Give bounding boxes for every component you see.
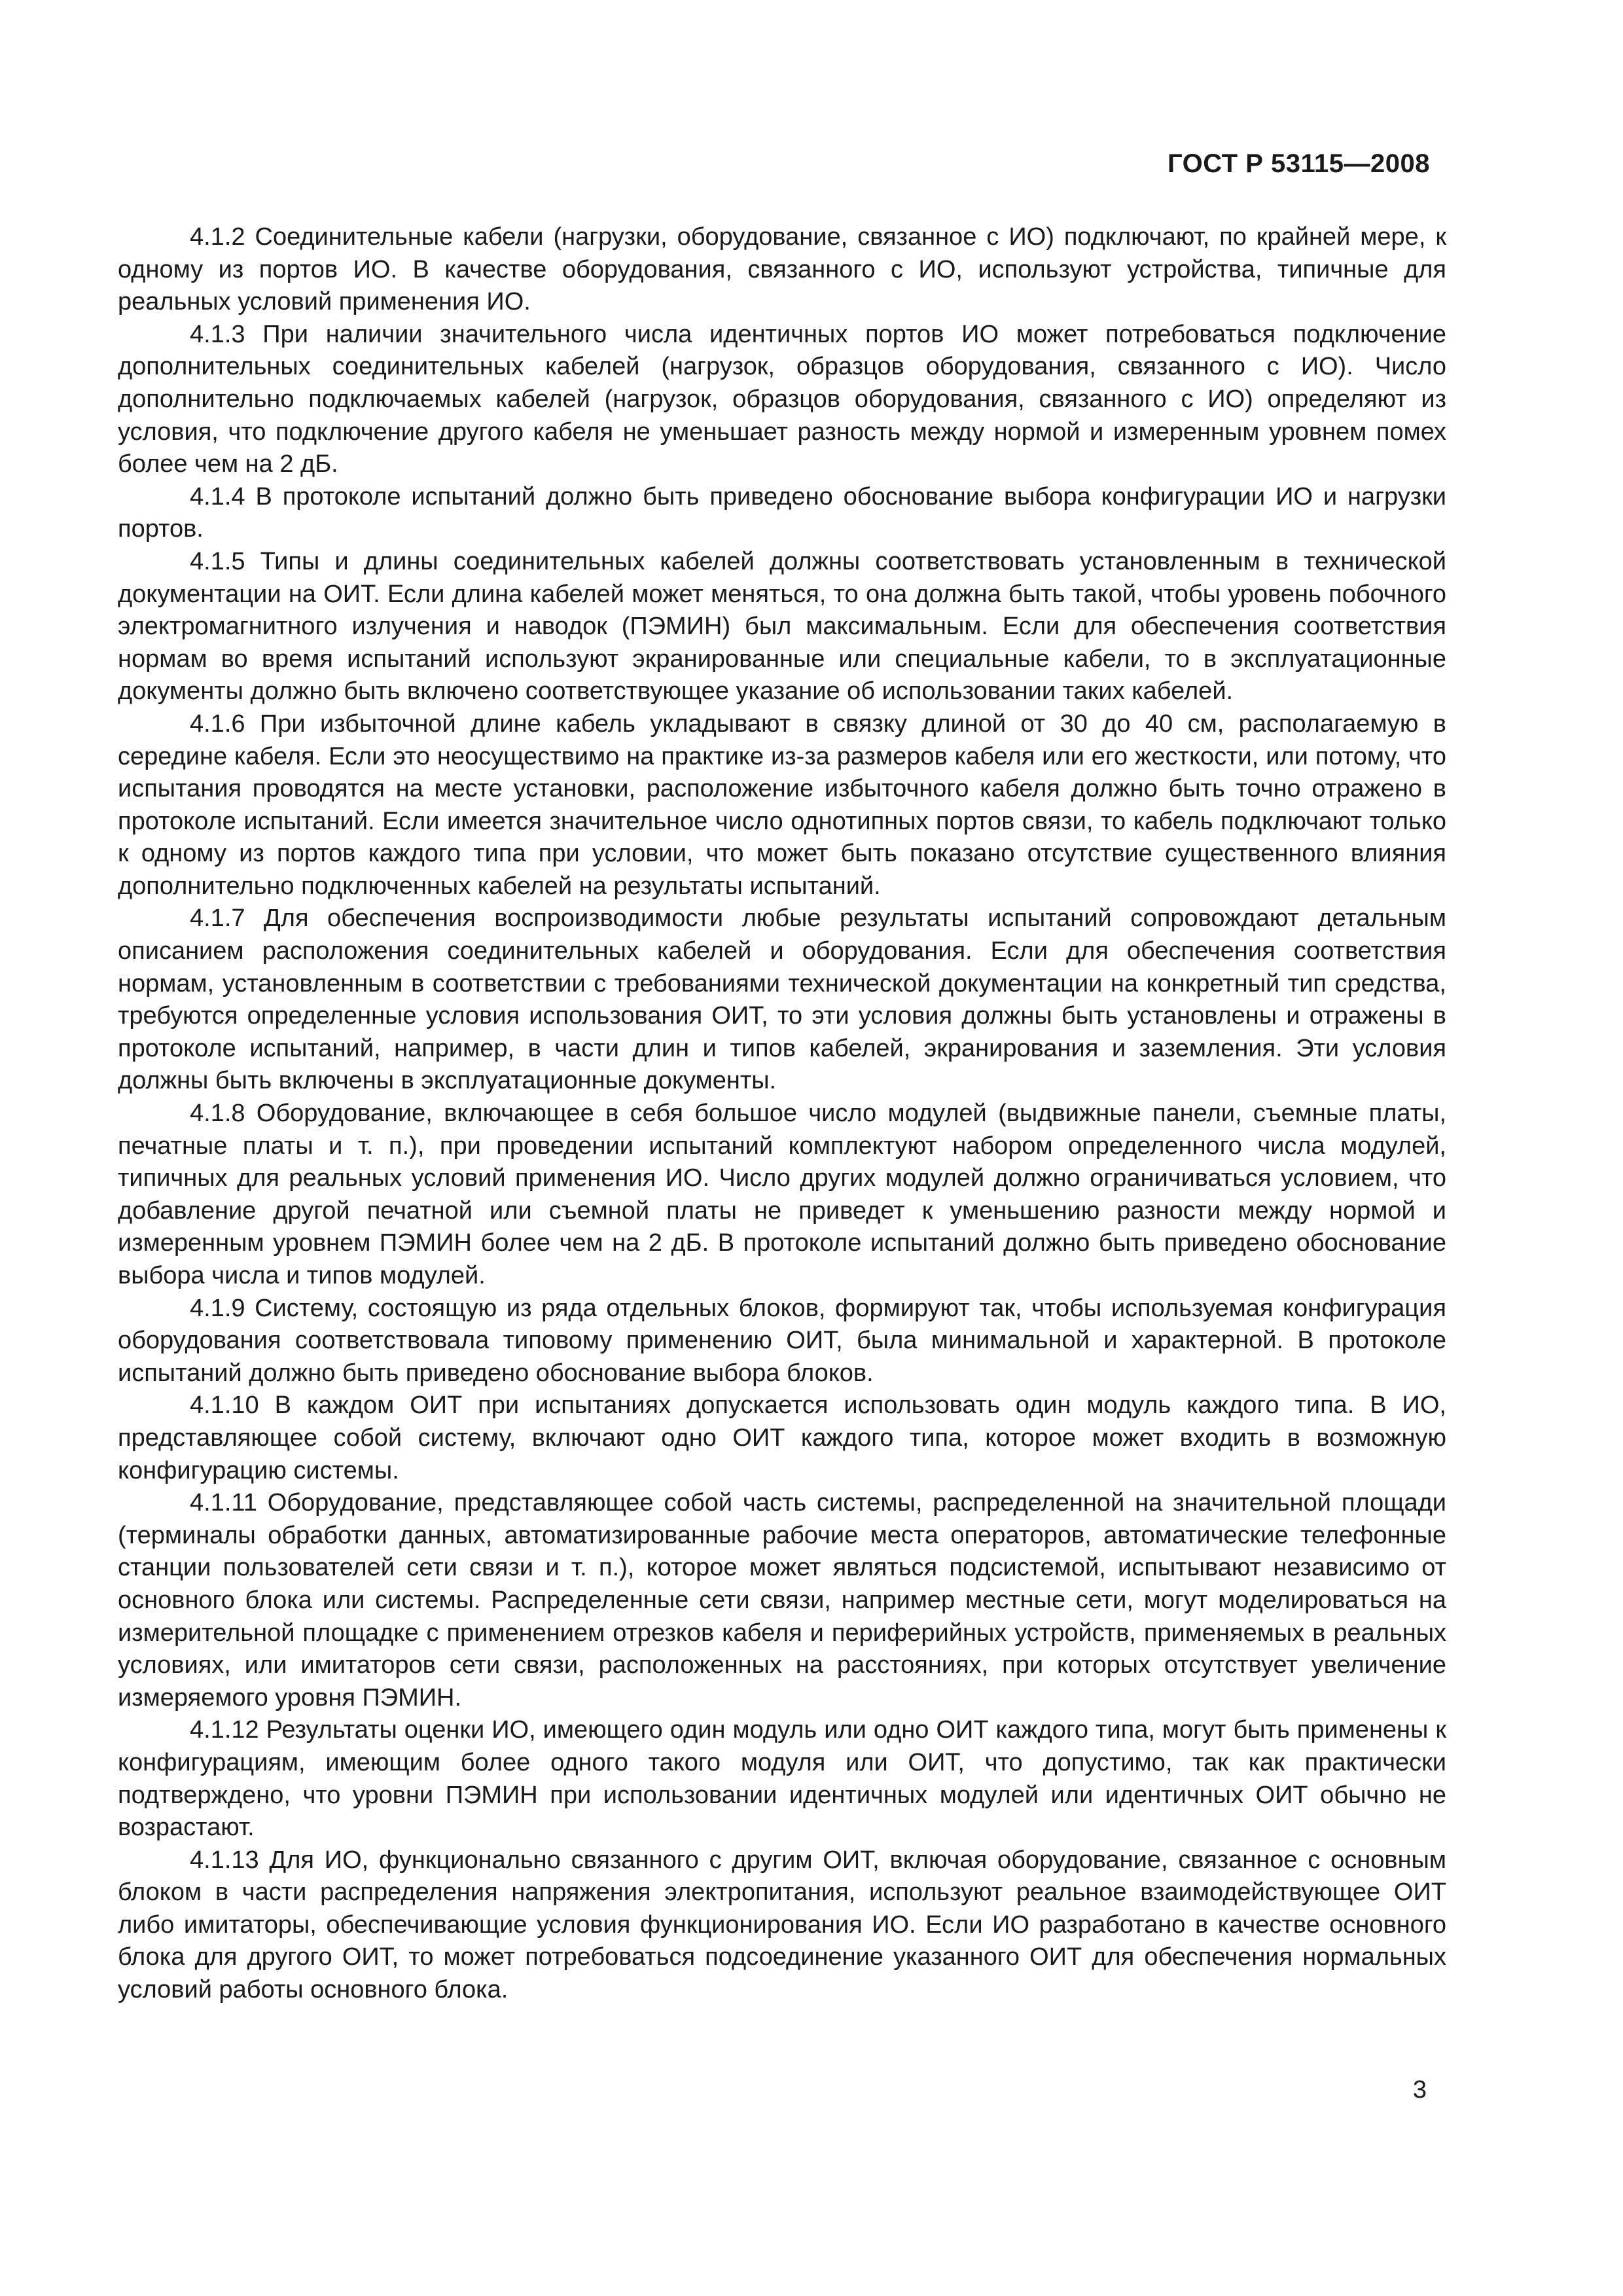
paragraph-4-1-5: 4.1.5 Типы и длины соединительных кабелей должны соответствовать установленным в технической документации на ОИТ. Если длина кабелей может меняться, то она должна быть такой, чтобы уровень побочного электромагнитного излучения и наводок (ПЭМИН) был максимальным. Если для обеспечения соответствия нормам во время испытаний используют экранированные или специальные кабели, то в эксплуатационные документы должно быть включено соответствующее указание об использовании таких кабелей.: [118, 547, 1446, 706]
paragraph-4-1-8: 4.1.8 Оборудование, включающее в себя большое число модулей (выдвижные панели, съемные платы, печатные платы и т. п.), при проведении испытаний комплектуют набором определенного числа модулей, типичных для реальных условий применения ИО. Число других модулей должно ограничиваться условием, что добавление другой печатной или съемной платы не приведет к уменьшению разности между нормой и измеренным уровнем ПЭМИН более чем на 2 дБ. В протоколе испытаний должно быть приведено обоснование выбора числа и типов модулей.: [118, 1100, 1446, 1289]
paragraph-4-1-11: 4.1.11 Оборудование, представляющее собой часть системы, распределенной на значительной площади (терминалы обработки данных, автоматизированные рабочие места операторов, автоматические телефонные станции пользователей сети связи и т. п.), которое может являться подсистемой, испытывают независимо от основного блока или системы. Распределенные сети связи, например местные сети, могут моделироваться на измерительной площадке с применением отрезков кабеля и периферийных устройств, применяемых в реальных условиях, или имитаторов сети связи, расположенных на расстояниях, при которых отсутствует увеличение измеряемого уровня ПЭМИН.: [118, 1489, 1446, 1712]
paragraph-4-1-4: 4.1.4 В протоколе испытаний должно быть приведено обоснование выбора конфигурации ИО и нагрузки портов.: [118, 482, 1446, 543]
page-number: 3: [1412, 2076, 1427, 2104]
paragraph-4-1-10: 4.1.10 В каждом ОИТ при испытаниях допускается использовать один модуль каждого типа. В ИО, представляющее собой систему, включают одно ОИТ каждого типа, которое может входить в возможную конфигурацию системы.: [118, 1391, 1446, 1484]
document-code-header: ГОСТ Р 53115—2008: [1168, 149, 1430, 178]
paragraph-4-1-3: 4.1.3 При наличии значительного числа идентичных портов ИО может потребоваться подключение дополнительных соединительных кабелей (нагрузок, образцов оборудования, связанного с ИО). Число дополнительно подключаемых кабелей (нагрузок, образцов оборудования, связанного с ИО) определяют из условия, что подключение другого кабеля не уменьшает разность между нормой и измеренным уровнем помех более чем на 2 дБ.: [118, 320, 1446, 478]
paragraph-4-1-7: 4.1.7 Для обеспечения воспроизводимости любые результаты испытаний сопровождают детальным описанием расположения соединительных кабелей и оборудования. Если для обеспечения соответствия нормам, установленным в соответствии с требованиями технической документации на конкретный тип средства, требуются определенные условия использования ОИТ, то эти условия должны быть установлены и отражены в протоколе испытаний, например, в части длин и типов кабелей, экранирования и заземления. Эти условия должны быть включены в эксплуатационные документы.: [118, 905, 1446, 1095]
paragraph-4-1-6: 4.1.6 При избыточной длине кабель укладывают в связку длиной от 30 до 40 см, располагаемую в середине кабеля. Если это неосуществимо на практике из-за размеров кабеля или его жесткости, или потому, что испытания проводятся на месте установки, расположение избыточного кабеля должно быть точно отражено в протоколе испытаний. Если имеется значительное число однотипных портов связи, то кабель подключают только к одному из портов каждого типа при условии, что может быть показано отсутствие существенного влияния дополнительно подключенных кабелей на результаты испытаний.: [118, 709, 1446, 900]
paragraph-4-1-2: 4.1.2 Соединительные кабели (нагрузки, оборудование, связанное с ИО) подключают, по крайней мере, к одному из портов ИО. В качестве оборудования, связанного с ИО, используют устройства, типичные для реальных условий применения ИО.: [118, 223, 1446, 316]
document-body: [118, 221, 1446, 2007]
paragraph-4-1-9: 4.1.9 Систему, состоящую из ряда отдельных блоков, формируют так, чтобы используемая конфигурация оборудования соответствовала типовому применению ОИТ, была минимальной и характерной. В протоколе испытаний должно быть приведено обоснование выбора блоков.: [118, 1294, 1446, 1387]
paragraph-4-1-13: 4.1.13 Для ИО, функционально связанного с другим ОИТ, включая оборудование, связанное с основным блоком в части распределения напряжения электропитания, используют реальное взаимодействующее ОИТ либо имитаторы, обеспечивающие условия функционирования ИО. Если ИО разработано в качестве основного блока для другого ОИТ, то может потребоваться подсоединение указанного ОИТ для обеспечения нормальных условий работы основного блока.: [118, 1846, 1446, 2004]
paragraph-4-1-12: 4.1.12 Результаты оценки ИО, имеющего один модуль или одно ОИТ каждого типа, могут быть применены к конфигурациям, имеющим более одного такого модуля или ОИТ, что допустимо, так как практически подтверждено, что уровни ПЭМИН при использовании идентичных модулей или идентичных ОИТ обычно не возрастают.: [118, 1716, 1446, 1842]
